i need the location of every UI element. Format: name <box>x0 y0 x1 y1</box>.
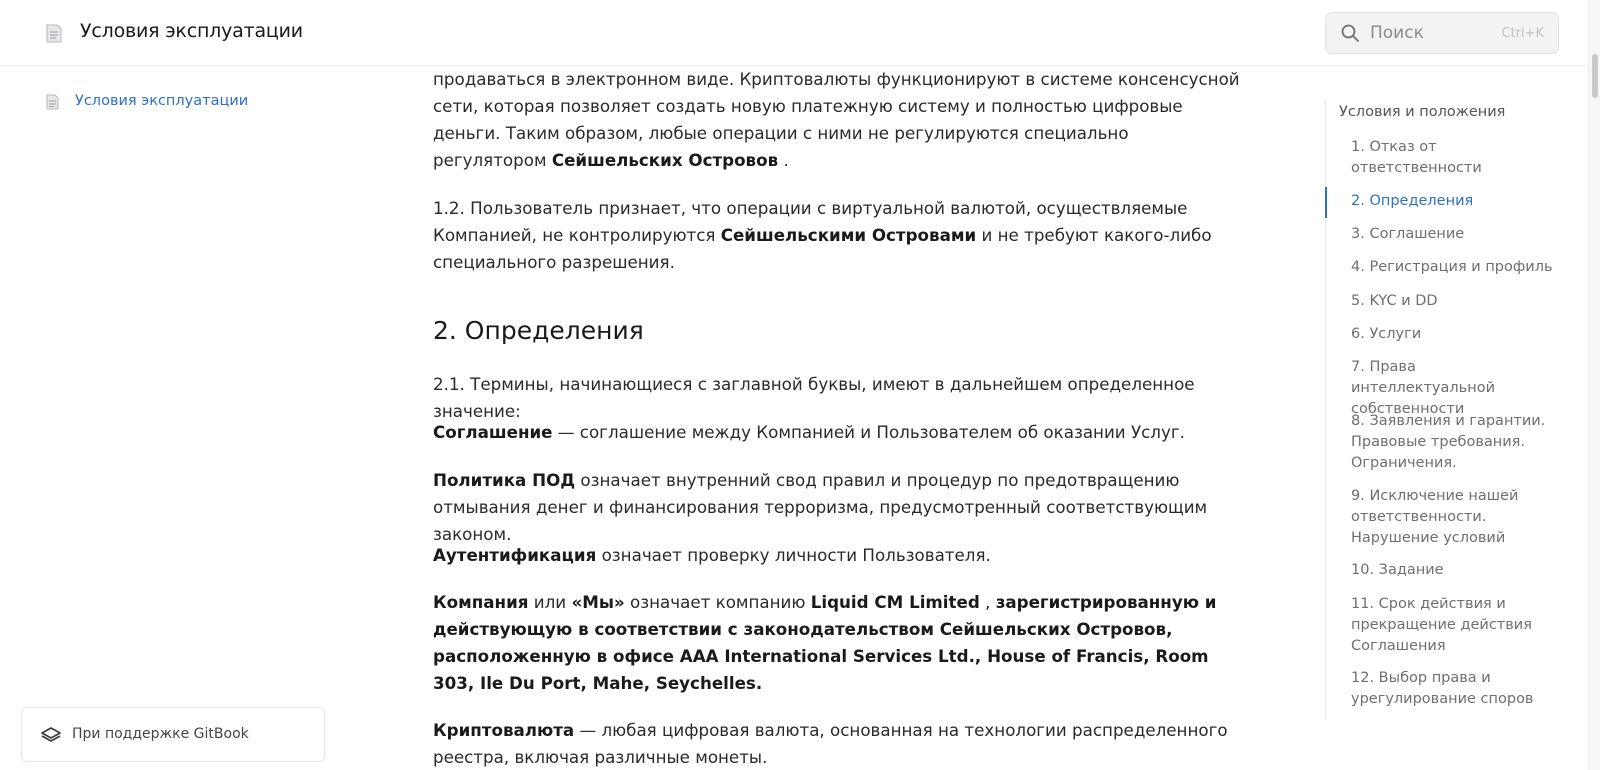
definition-aml-policy <box>433 467 1243 548</box>
definition-agreement <box>433 419 1243 446</box>
search-shortcut: Ctrl+K <box>1501 26 1544 41</box>
definition-text: означает внутренний свод правил и процедур по предотвращению отмывания денег и финансирования терроризма, предусмотренный соответствующим законом. <box>433 470 1208 544</box>
paragraph <box>433 66 1243 174</box>
term: «Мы» <box>571 592 625 612</box>
toc-item[interactable]: 3. Соглашение <box>1351 226 1465 242</box>
definition-text: или <box>528 592 572 612</box>
sidebar-item-label: Условия эксплуатации <box>75 93 249 109</box>
toc-item[interactable]: 1. Отказ от ответственности <box>1351 139 1482 176</box>
term: Аутентификация <box>433 545 597 565</box>
gitbook-icon <box>40 725 62 745</box>
bold-text: Сейшельскими Островами <box>720 225 977 245</box>
definition-text: , <box>979 592 996 612</box>
scrollbar-thumb[interactable] <box>1592 54 1598 98</box>
toc-heading[interactable]: Условия и положения <box>1339 104 1506 120</box>
toc-item[interactable]: 7. Права интеллектуальной собственности <box>1351 359 1495 417</box>
table-of-contents <box>1325 100 1565 720</box>
definition-authentication <box>433 542 1243 569</box>
toc-item[interactable]: 8. Заявления и гарантии. Правовые требования. Ограничения. <box>1351 413 1546 471</box>
page-scrollbar[interactable] <box>1588 0 1600 770</box>
paragraph-text: . <box>778 150 789 170</box>
toc-item[interactable]: 12. Выбор права и урегулирование споров <box>1351 670 1534 707</box>
powered-by-label: При поддержке GitBook <box>72 726 249 742</box>
definition-company <box>433 589 1243 697</box>
term: Криптовалюта <box>433 720 575 740</box>
paragraph-text: 1.2. Пользователь признает, что операции с виртуальной валютой, осуществляемые Компанией, не контролируются <box>433 198 1188 245</box>
site-title[interactable]: Условия эксплуатации <box>80 20 303 42</box>
document-icon <box>46 94 59 110</box>
search-icon <box>1340 23 1360 43</box>
definition-text: означает компанию <box>624 592 811 612</box>
term: Компания <box>433 592 529 612</box>
section-heading[interactable]: 2. Определения <box>433 316 644 345</box>
document-icon <box>46 24 62 43</box>
powered-by-gitbook[interactable] <box>21 707 325 762</box>
toc-item[interactable]: 9. Исключение нашей ответственности. Нарушение условий <box>1351 488 1519 546</box>
paragraph <box>433 195 1243 276</box>
toc-item[interactable]: 10. Задание <box>1351 562 1444 578</box>
search-placeholder: Поиск <box>1370 23 1424 43</box>
bold-text: Сейшельских Островов <box>551 150 779 170</box>
search-box[interactable] <box>1325 12 1559 54</box>
toc-item-active[interactable]: 2. Определения <box>1351 193 1474 209</box>
top-header <box>0 0 1588 66</box>
definition-text: — любая цифровая валюта, основанная на технологии распределенного реестра, включая различные монеты. <box>433 720 1228 767</box>
company-name: Liquid CM Limited <box>810 592 980 612</box>
toc-item[interactable]: 4. Регистрация и профиль <box>1351 259 1553 275</box>
paragraph: 2.1. Термины, начинающиеся с заглавной буквы, имеют в дальнейшем определенное значение: <box>433 374 1195 421</box>
paragraph-text: и не требуют какого-либо специального разрешения. <box>433 225 1212 272</box>
toc-item[interactable]: 5. KYC и DD <box>1351 293 1438 309</box>
term: Соглашение <box>433 422 553 442</box>
toc-item[interactable]: 11. Срок действия и прекращение действия Соглашения <box>1351 596 1532 654</box>
company-address: зарегистрированную и действующую в соответствии с законодательством Сейшельских Островов, расположенную в офисе AAA International Services Ltd., House of Francis, Room 303, Ile Du Port, Mahe, Seychelles. <box>433 592 1217 693</box>
definition-text: — соглашение между Компанией и Пользователем об оказании Услуг. <box>552 422 1185 442</box>
definition-crypto <box>433 717 1243 770</box>
toc-active-indicator <box>1325 187 1327 218</box>
paragraph-text: продаваться в электронном виде. Криптовалюты функционируют в системе консенсусной сети, которая позволяет создать новую платежную систему и полностью цифровые деньги. Таким образом, любые операции с ними не регулируются специально регулятором <box>433 69 1240 170</box>
toc-item[interactable]: 6. Услуги <box>1351 326 1422 342</box>
definition-text: означает проверку личности Пользователя. <box>596 545 991 565</box>
term: Политика ПОД <box>433 470 576 490</box>
